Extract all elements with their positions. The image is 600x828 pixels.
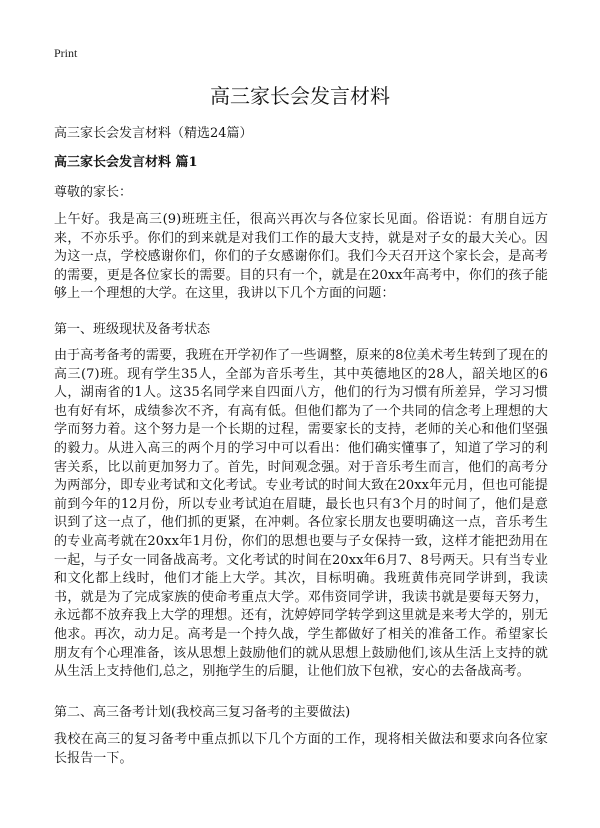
- print-link[interactable]: Print: [54, 46, 78, 60]
- article-heading: 高三家长会发言材料 篇1: [54, 155, 198, 170]
- document-subtitle: 高三家长会发言材料（精选24篇）: [54, 126, 253, 141]
- section-heading-1: 第一、班级现状及备考状态: [54, 322, 211, 337]
- paragraph-intro: 上午好。我是高三(9)班班主任，很高兴再次与各位家长见面。俗语说：有朋自远方来，不亦乐乎。你们的到来就是对我们工作的最大支持，就是对子女的最大关心。因为这一点，学校感谢你们，你们的子女感谢你们。我们今天召开这个家长会，是高考的需要，更是各位家长的需要。目的只有一个，就是在20xx年高考中，你们的孩子能够上一个理想的大学。在这里，我讲以下几个方面的问题：: [54, 212, 548, 302]
- paragraph-plan: 我校在高三的复习备考中重点抓以下几个方面的工作，现将相关做法和要求向各位家长报告一下。: [54, 732, 548, 766]
- paragraph-class-status: 由于高考备考的需要，我班在开学初作了一些调整，原来的8位美术考生转到了现在的高三(7)班。现有学生35人，全部为音乐考生，其中英德地区的28人，韶关地区的6人，湖南省的1人。这35名同学来自四面八方，他们的行为习惯有所差异，学习习惯也有好有坏，成绩参次不齐，有高有低。但他们都为了一个共同的信念考上理想的大学而努力着。这个努力是一个长期的过程，需要家长的支持，老师的关心和他们坚强的毅力。从进入高三的两个月的学习中可以看出：他们确实懂事了，知道了学习的利害关系，比以前更加努力了。首先，时间观念强。对于音乐考生而言，他们的高考分为两部分，即专业考试和文化考试。专业考试的时间大致在20xx年元月，但也可能提前到今年的12月份，所以专业考试迫在眉睫，最长也只有3个月的时间了，他们是意识到了这一点了，他们抓的更紧，在冲刺。各位家长朋友也要明确这一点，音乐考生的专业高考就在20xx年1月份，你们的思想也要与子女保持一致，这样才能把劲用在一起，与子女一同备战高考。文化考试的时间在20xx年6月7、8号两天。只有当专业和文化都上线时，他们才能上大学。其次，目标明确。我班黄伟亮同学讲到，我读书，就是为了完成家族的使命考重点大学。邓伟资同学讲，我读书就是要每天努力，永远都不放弃我上大学的理想。还有，沈婷婷同学转学到这里就是来考大学的，别无他求。再次，动力足。高考是一个持久战，学生都做好了相关的准备工作。希望家长朋友有个心理准备，该从思想上鼓励他们的就从思想上鼓励他们,该从生活上支持的就从生活上支持他们,总之，别拖学生的后腿，让他们放下包袱，安心的去备战高考。: [54, 348, 548, 680]
- salutation: 尊敬的家长：: [54, 185, 133, 200]
- page-title: 高三家长会发言材料: [210, 84, 390, 108]
- section-heading-2: 第二、高三备考计划(我校高三复习备考的主要做法): [54, 705, 351, 720]
